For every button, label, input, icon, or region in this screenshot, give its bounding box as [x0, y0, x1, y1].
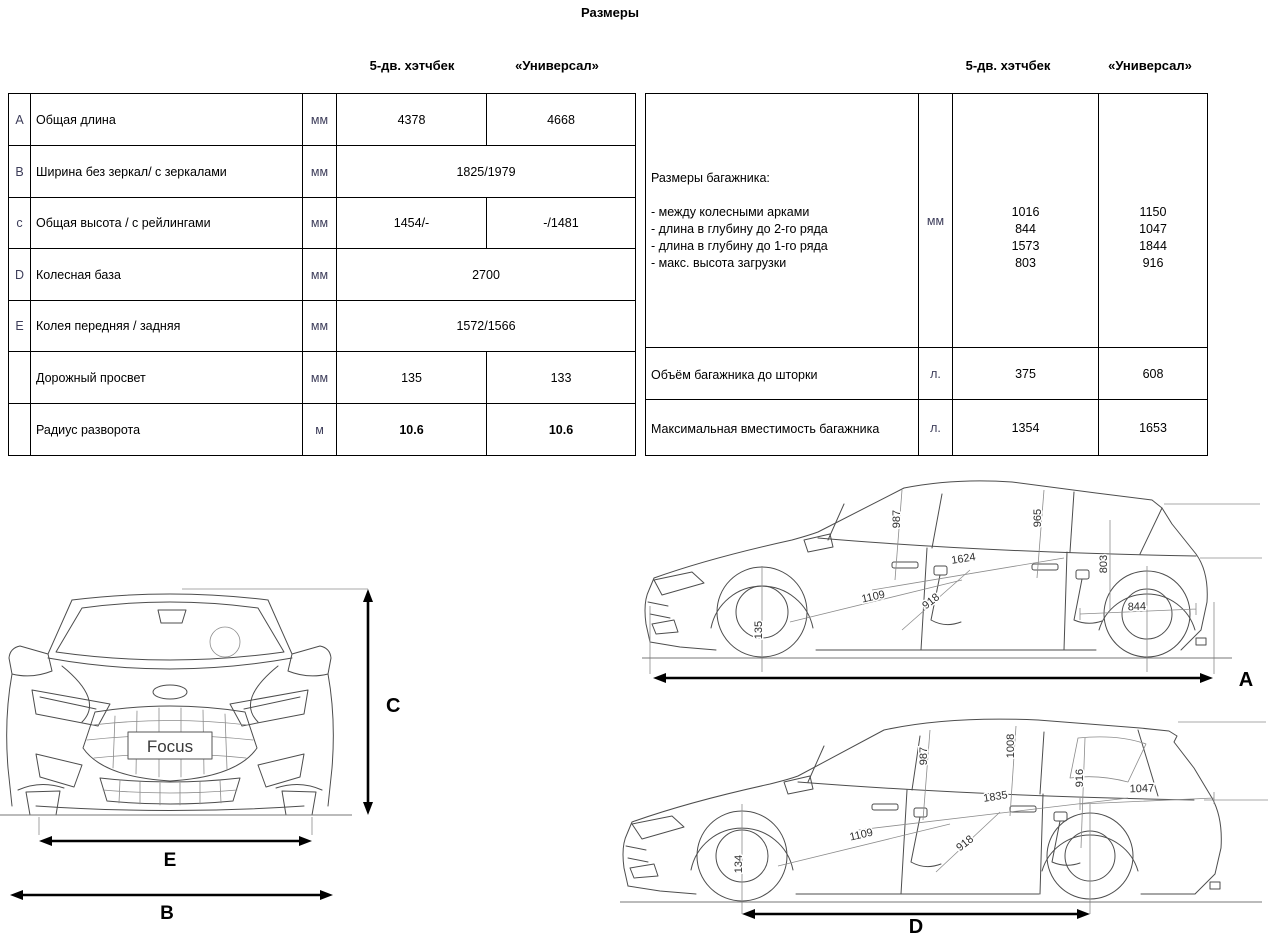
dimension-letter-a: A — [1238, 669, 1254, 691]
dim-965: 965 — [1032, 508, 1044, 528]
trunk-value: 844 — [1015, 221, 1036, 236]
max-value-hatchback: 1354 — [953, 400, 1099, 456]
left-header-wagon: «Универсал» — [515, 58, 599, 73]
right-header-wagon: «Универсал» — [1108, 58, 1192, 73]
dim-unit-cell: мм — [303, 249, 337, 301]
focus-badge: Focus — [146, 737, 194, 756]
dim-label-cell: Колесная база — [31, 249, 303, 301]
trunk-item: - длина в глубину до 2-го ряда — [651, 221, 828, 236]
trunk-value: 1047 — [1139, 221, 1167, 236]
table-row — [9, 94, 636, 146]
dim-value-wagon: 4668 — [487, 94, 636, 146]
trunk-label-cell — [646, 94, 919, 348]
dim-letter-cell: B — [9, 146, 31, 198]
trunk-value: 1844 — [1139, 238, 1167, 253]
trunk-title: Размеры багажника: — [651, 170, 770, 185]
dim-1109: 1109 — [860, 588, 887, 606]
dim-value-wagon: 133 — [487, 352, 636, 404]
wagon-line-art — [623, 719, 1221, 901]
dim-unit-cell: мм — [303, 301, 337, 352]
dim-918: 918 — [954, 833, 977, 855]
dim-value-merged: 1572/1566 — [337, 301, 636, 352]
dim-1835: 1835 — [982, 789, 1009, 805]
dim-value-hatchback: 4378 — [337, 94, 487, 146]
width-dimension-arrow — [10, 890, 333, 900]
trunk-values-wagon — [1099, 94, 1208, 348]
front-view-diagram — [0, 558, 420, 936]
table-row — [646, 94, 1208, 348]
dim-value-wagon: -/1481 — [487, 198, 636, 249]
dim-label-cell: Радиус разворота — [31, 404, 303, 456]
trunk-item: - между колесными арками — [651, 204, 810, 219]
trunk-value: 916 — [1142, 255, 1164, 270]
dim-label-cell: Общая высота / с рейлингами — [31, 198, 303, 249]
wagon-side-diagram — [618, 698, 1270, 936]
dim-value-merged: 1825/1979 — [337, 146, 636, 198]
right-header-hatchback: 5-дв. хэтчбек — [965, 58, 1051, 73]
hatchback-side-diagram — [640, 462, 1270, 696]
dim-value-merged: 2700 — [337, 249, 636, 301]
table-row — [9, 404, 636, 456]
dim-987: 987 — [918, 746, 930, 766]
table-row — [9, 301, 636, 352]
dimension-letter-e: E — [163, 850, 177, 871]
dim-value-hatchback: 1454/- — [337, 198, 487, 249]
dim-803: 803 — [1098, 554, 1110, 574]
dim-1109: 1109 — [848, 826, 875, 844]
table-row — [9, 249, 636, 301]
dim-unit-cell: мм — [303, 94, 337, 146]
dimension-construction-lines — [650, 490, 1262, 674]
trunk-unit-cell: мм — [919, 94, 953, 348]
hatchback-line-art — [645, 481, 1207, 657]
dim-value-hatchback: 135 — [337, 352, 487, 404]
dim-134: 134 — [733, 854, 745, 874]
max-value-wagon: 1653 — [1099, 400, 1208, 456]
page-title: Размеры — [581, 5, 639, 20]
spacer — [953, 187, 1098, 204]
dim-letter-cell: D — [9, 249, 31, 301]
dim-unit-cell: м — [303, 404, 337, 456]
dim-letter-cell: E — [9, 301, 31, 352]
dim-918: 918 — [920, 591, 943, 613]
table-row — [9, 352, 636, 404]
table-row — [646, 400, 1208, 456]
volume-value-hatchback: 375 — [953, 348, 1099, 400]
spacer — [1099, 170, 1207, 187]
dim-1047: 1047 — [1129, 782, 1155, 796]
dimension-letter-b: B — [160, 903, 174, 924]
trunk-value: 1016 — [1011, 204, 1040, 219]
dim-value-wagon: 10.6 — [487, 404, 636, 456]
trunk-table — [645, 93, 1208, 456]
dim-1624: 1624 — [950, 551, 977, 567]
dim-1008: 1008 — [1005, 733, 1017, 759]
dim-label-cell: Колея передняя / задняя — [31, 301, 303, 352]
table-row — [646, 348, 1208, 400]
volume-label-cell: Объём багажника до шторки — [646, 348, 919, 400]
dim-916: 916 — [1074, 768, 1086, 788]
max-label-cell: Максимальная вместимость багажника — [646, 400, 919, 456]
volume-value-wagon: 608 — [1099, 348, 1208, 400]
length-dimension-arrow — [653, 673, 1213, 683]
dim-letter-cell — [9, 352, 31, 404]
dim-135: 135 — [753, 620, 765, 640]
dimension-letter-c: C — [386, 695, 401, 717]
dim-label-cell: Общая длина — [31, 94, 303, 146]
dim-unit-cell: мм — [303, 146, 337, 198]
dim-letter-cell: c — [9, 198, 31, 249]
track-dimension-arrow — [39, 817, 312, 846]
spacer — [1099, 187, 1207, 204]
volume-unit-cell: л. — [919, 348, 953, 400]
max-unit-cell: л. — [919, 400, 953, 456]
table-row — [9, 146, 636, 198]
spacer — [651, 187, 915, 204]
dim-unit-cell: мм — [303, 198, 337, 249]
spacer — [953, 170, 1098, 187]
dimensions-table — [8, 93, 636, 456]
car-front-line-art — [7, 594, 334, 815]
left-header-hatchback: 5-дв. хэтчбек — [369, 58, 455, 73]
trunk-values-hatchback — [953, 94, 1099, 348]
dim-unit-cell: мм — [303, 352, 337, 404]
dim-label-cell: Дорожный просвет — [31, 352, 303, 404]
dim-844: 844 — [1127, 600, 1147, 614]
dim-label-cell: Ширина без зеркал/ с зеркалами — [31, 146, 303, 198]
dim-987: 987 — [891, 509, 903, 529]
table-row — [9, 198, 636, 249]
dim-value-hatchback: 10.6 — [337, 404, 487, 456]
trunk-item: - макс. высота загрузки — [651, 255, 787, 270]
trunk-value: 1573 — [1011, 238, 1040, 253]
trunk-item: - длина в глубину до 1-го ряда — [651, 238, 828, 253]
height-dimension-arrow — [363, 589, 373, 815]
dim-letter-cell: A — [9, 94, 31, 146]
dim-letter-cell — [9, 404, 31, 456]
dimension-letter-d: D — [908, 916, 924, 936]
trunk-value: 803 — [1015, 255, 1036, 270]
trunk-value: 1150 — [1139, 204, 1167, 219]
